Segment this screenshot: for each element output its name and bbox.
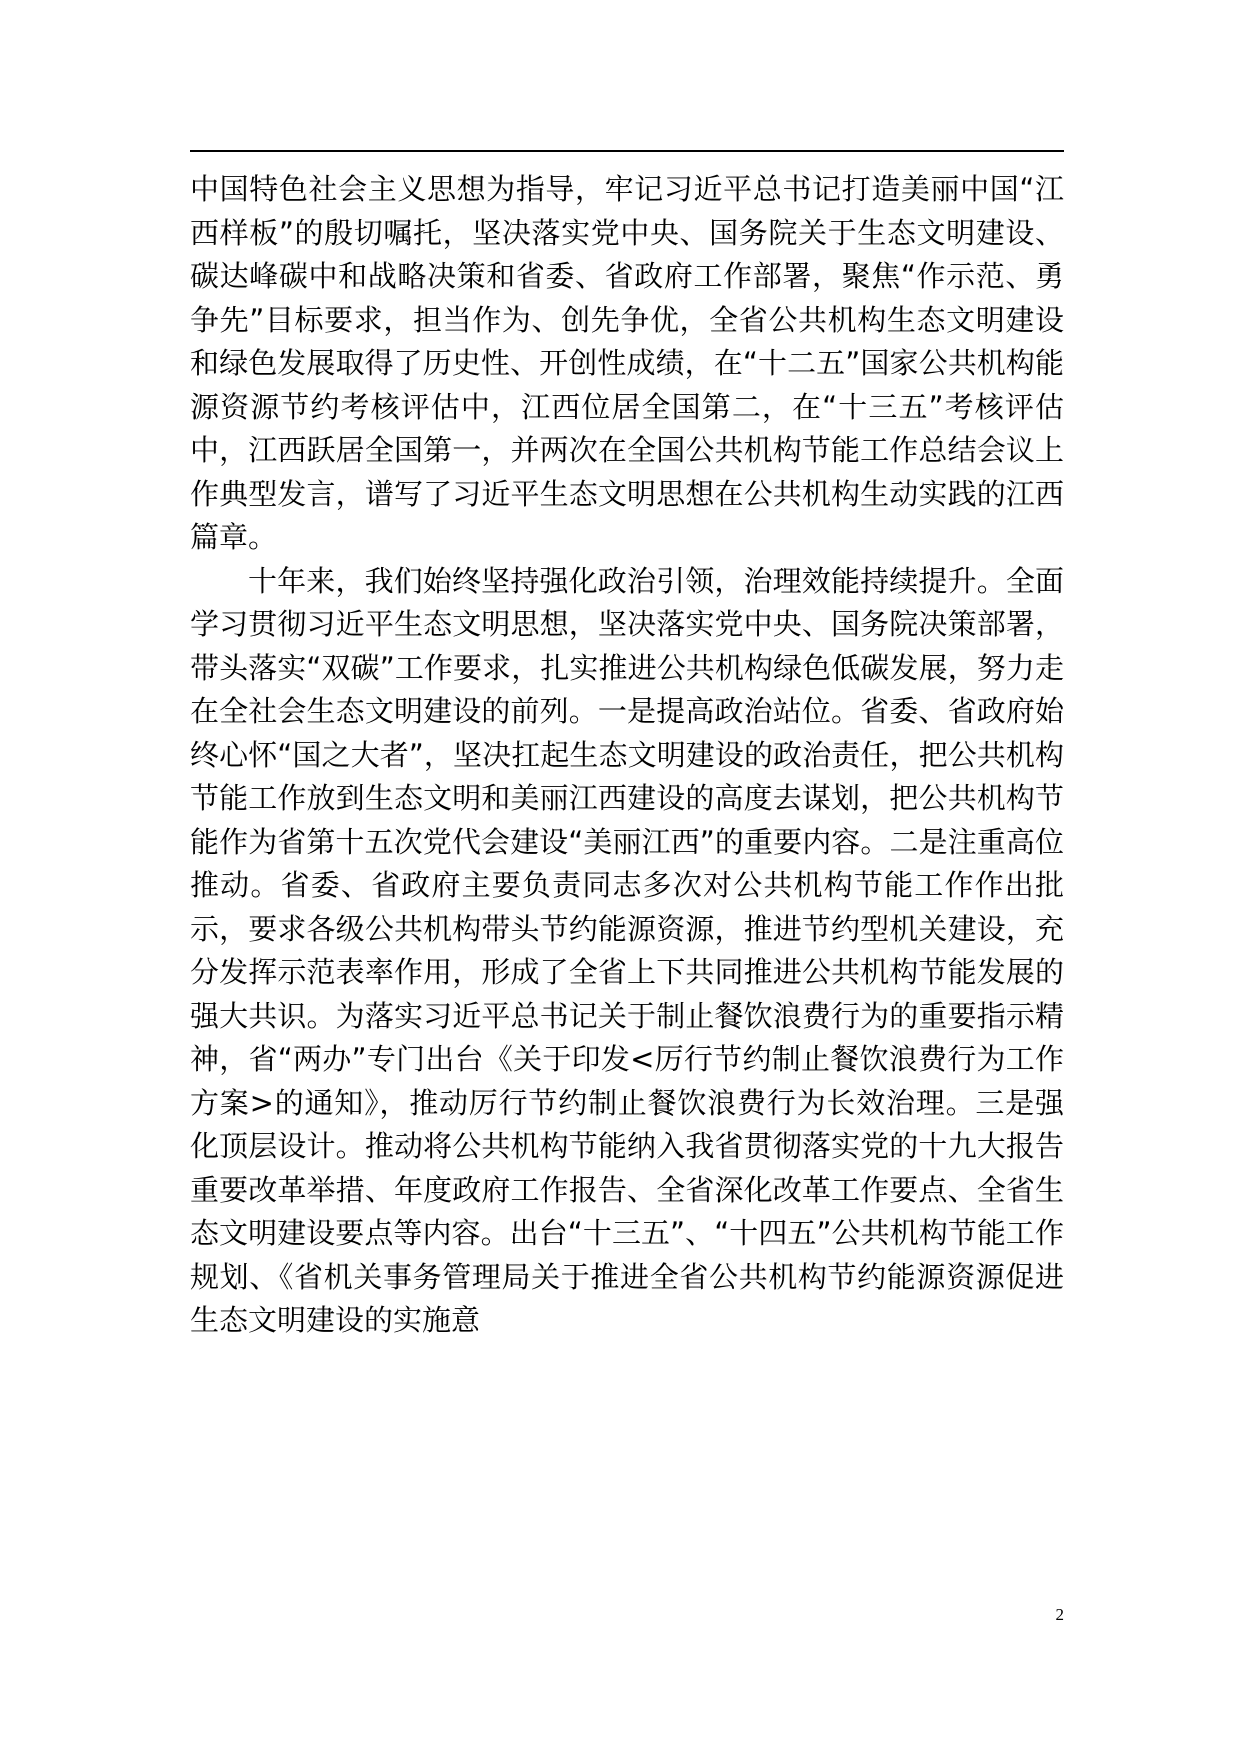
paragraph-2: 十年来，我们始终坚持强化政治引领，治理效能持续提升。全面学习贯彻习近平生态文明思想，坚决落实党中央、国务院决策部署，带头落实“双碳”工作要求，扎实推进公共机构绿色低碳发展，努力走在全社会生态文明建设的前列。一是提高政治站位。省委、省政府始终心怀“国之大者”，坚决扛起生态文明建设的政治责任，把公共机构节能工作放到生态文明和美丽江西建设的高度去谋划，把公共机构节能作为省第十五次党代会建设“美丽江西”的重要内容。二是注重高位推动。省委、省政府主要负责同志多次对公共机构节能工作作出批示，要求各级公共机构带头节约能源资源，推进节约型机关建设，充分发挥示范表率作用，形成了全省上下共同推进公共机构节能发展的强大共识。为落实习近平总书记关于制止餐饮浪费行为的重要指示精神，省“两办”专门出台《关于印发<厉行节约制止餐饮浪费行为工作方案>的通知》，推动厉行节约制止餐饮浪费行为长效治理。三是强化顶层设计。推动将公共机构节能纳入我省贯彻落实党的十九大报告重要改革举措、年度政府工作报告、全省深化改革工作要点、全省生态文明建设要点等内容。出台“十三五”、“十四五”公共机构节能工作规划、《省机关事务管理局关于推进全省公共机构节约能源资源促进生态文明建设的实施意: [190, 563, 1064, 1337]
paragraph-1: 中国特色社会主义思想为指导，牢记习近平总书记打造美丽中国“江西样板”的殷切嘱托，坚决落实党中央、国务院关于生态文明建设、碳达峰碳中和战略决策和省委、省政府工作部署，聚焦“作示范、勇争先”目标要求，担当作为、创先争优，全省公共机构生态文明建设和绿色发展取得了历史性、开创性成绩，在“十二五”国家公共机构能源资源节约考核评估中，江西位居全国第二，在“十三五”考核评估中，江西跃居全国第一，并两次在全国公共机构节能工作总结会议上作典型发言，谱写了习近平生态文明思想在公共机构生动实践的江西篇章。: [190, 172, 1064, 554]
header-rule: [190, 150, 1064, 152]
body-text: [190, 168, 1064, 1343]
page-number: 2: [1055, 1605, 1064, 1624]
